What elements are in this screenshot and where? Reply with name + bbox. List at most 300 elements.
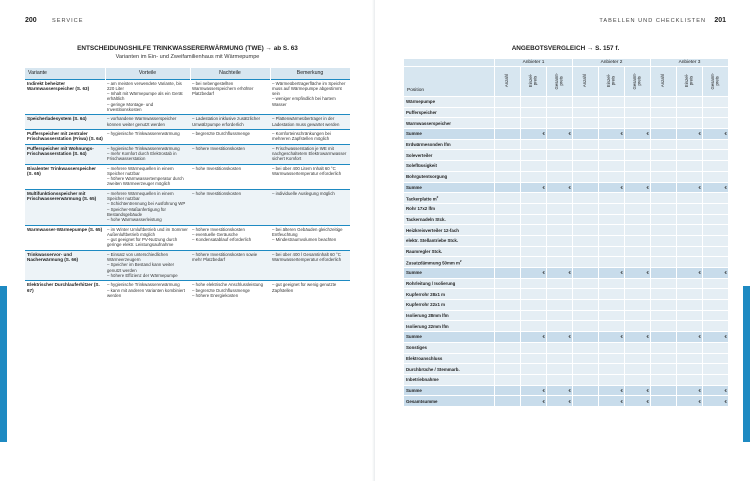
- entry-cell[interactable]: [573, 97, 599, 108]
- entry-cell[interactable]: [677, 118, 703, 129]
- bemerkung-bullet: – individuelle Auslegung möglich: [272, 191, 348, 196]
- entry-cell[interactable]: [651, 364, 677, 375]
- entry-cell[interactable]: [703, 235, 729, 246]
- entry-cell[interactable]: [573, 342, 599, 353]
- entry-cell[interactable]: [599, 193, 625, 204]
- entry-cell[interactable]: [599, 107, 625, 118]
- entry-cell[interactable]: [521, 225, 547, 236]
- entry-cell[interactable]: [495, 129, 521, 140]
- entry-cell[interactable]: [625, 235, 651, 246]
- entry-cell[interactable]: [625, 364, 651, 375]
- entry-cell[interactable]: €: [625, 182, 651, 193]
- vorteile-cell: [105, 281, 190, 300]
- entry-cell[interactable]: [677, 225, 703, 236]
- entry-cell[interactable]: [651, 129, 677, 140]
- entry-cell[interactable]: [677, 374, 703, 385]
- entry-cell[interactable]: €: [703, 129, 729, 140]
- entry-cell[interactable]: [547, 353, 573, 364]
- entry-cell[interactable]: [547, 235, 573, 246]
- entry-cell[interactable]: [495, 161, 521, 172]
- entry-cell[interactable]: [521, 150, 547, 161]
- entry-cell[interactable]: [677, 203, 703, 214]
- bemerkung-cell: [270, 144, 350, 164]
- position-row: [404, 107, 729, 118]
- entry-cell[interactable]: [573, 214, 599, 225]
- entry-cell[interactable]: [703, 161, 729, 172]
- page-number-left: 200: [25, 17, 37, 24]
- entry-cell[interactable]: [703, 118, 729, 129]
- entry-cell[interactable]: [703, 364, 729, 375]
- entry-cell[interactable]: [495, 235, 521, 246]
- entry-cell[interactable]: €: [599, 396, 625, 407]
- entry-cell[interactable]: [521, 97, 547, 108]
- nachteile-cell: [190, 164, 270, 189]
- entry-cell[interactable]: €: [677, 129, 703, 140]
- sub-column-label: Gesamt- preis: [553, 72, 564, 90]
- entry-cell[interactable]: [547, 203, 573, 214]
- entry-cell[interactable]: [651, 257, 677, 268]
- entry-cell[interactable]: €: [677, 385, 703, 396]
- entry-cell[interactable]: [677, 246, 703, 257]
- entry-cell[interactable]: [547, 278, 573, 289]
- entry-cell[interactable]: [521, 342, 547, 353]
- sub-column-label: Anzahl: [582, 74, 588, 88]
- entry-cell[interactable]: €: [599, 385, 625, 396]
- entry-cell[interactable]: €: [599, 268, 625, 279]
- entry-cell[interactable]: [703, 321, 729, 332]
- decision-table-row: [25, 115, 350, 130]
- entry-cell[interactable]: [573, 332, 599, 343]
- entry-cell[interactable]: [495, 171, 521, 182]
- nachteile-bullet: – bei nebengestellten Warmwasserspeichern erhöhter Platzbedarf: [192, 81, 268, 97]
- entry-cell[interactable]: [573, 353, 599, 364]
- position-row: [404, 321, 729, 332]
- entry-cell[interactable]: [651, 332, 677, 343]
- entry-cell[interactable]: [651, 182, 677, 193]
- entry-cell[interactable]: [651, 225, 677, 236]
- entry-cell[interactable]: [495, 310, 521, 321]
- entry-cell[interactable]: [703, 97, 729, 108]
- entry-cell[interactable]: [625, 374, 651, 385]
- entry-cell[interactable]: [677, 300, 703, 311]
- entry-cell[interactable]: €: [703, 182, 729, 193]
- entry-cell[interactable]: [677, 342, 703, 353]
- entry-cell[interactable]: [573, 289, 599, 300]
- entry-cell[interactable]: [495, 214, 521, 225]
- entry-cell[interactable]: [521, 321, 547, 332]
- entry-cell[interactable]: [547, 257, 573, 268]
- entry-cell[interactable]: [703, 107, 729, 118]
- entry-cell[interactable]: €: [521, 396, 547, 407]
- entry-cell[interactable]: [625, 161, 651, 172]
- entry-cell[interactable]: [677, 171, 703, 182]
- entry-cell[interactable]: [521, 310, 547, 321]
- entry-cell[interactable]: €: [521, 268, 547, 279]
- entry-cell[interactable]: [651, 246, 677, 257]
- entry-cell[interactable]: [599, 139, 625, 150]
- entry-cell[interactable]: [521, 374, 547, 385]
- entry-cell[interactable]: [625, 225, 651, 236]
- entry-cell[interactable]: [495, 225, 521, 236]
- entry-cell[interactable]: [495, 342, 521, 353]
- entry-cell[interactable]: [599, 203, 625, 214]
- entry-cell[interactable]: [547, 364, 573, 375]
- entry-cell[interactable]: [703, 150, 729, 161]
- entry-cell[interactable]: [547, 171, 573, 182]
- entry-cell[interactable]: [495, 182, 521, 193]
- entry-cell[interactable]: [573, 193, 599, 204]
- entry-cell[interactable]: [573, 278, 599, 289]
- entry-cell[interactable]: [599, 310, 625, 321]
- entry-cell[interactable]: [651, 396, 677, 407]
- entry-cell[interactable]: [651, 321, 677, 332]
- entry-cell[interactable]: [573, 246, 599, 257]
- entry-cell[interactable]: [599, 321, 625, 332]
- entry-cell[interactable]: [521, 214, 547, 225]
- entry-cell[interactable]: €: [703, 268, 729, 279]
- entry-cell[interactable]: [703, 139, 729, 150]
- entry-cell[interactable]: [625, 97, 651, 108]
- entry-cell[interactable]: [495, 107, 521, 118]
- entry-cell[interactable]: [573, 268, 599, 279]
- entry-cell[interactable]: [703, 342, 729, 353]
- entry-cell[interactable]: [625, 289, 651, 300]
- position-label: Inbetriebnahme: [404, 374, 495, 385]
- entry-cell[interactable]: €: [547, 129, 573, 140]
- entry-cell[interactable]: €: [625, 129, 651, 140]
- sub-column-label: Einzel- preis: [527, 74, 538, 88]
- entry-cell[interactable]: [599, 374, 625, 385]
- entry-cell[interactable]: [573, 374, 599, 385]
- entry-cell[interactable]: [703, 353, 729, 364]
- entry-cell[interactable]: [573, 364, 599, 375]
- entry-cell[interactable]: €: [521, 385, 547, 396]
- entry-cell[interactable]: [547, 97, 573, 108]
- entry-cell[interactable]: [547, 150, 573, 161]
- entry-cell[interactable]: [495, 193, 521, 204]
- entry-cell[interactable]: [521, 353, 547, 364]
- entry-cell[interactable]: [547, 193, 573, 204]
- entry-cell[interactable]: [573, 203, 599, 214]
- position-row: [404, 342, 729, 353]
- entry-cell[interactable]: [495, 396, 521, 407]
- entry-cell[interactable]: €: [677, 182, 703, 193]
- entry-cell[interactable]: [599, 246, 625, 257]
- entry-cell[interactable]: [625, 150, 651, 161]
- entry-cell[interactable]: €: [521, 182, 547, 193]
- entry-cell[interactable]: [521, 193, 547, 204]
- entry-cell[interactable]: [703, 289, 729, 300]
- entry-cell[interactable]: [573, 182, 599, 193]
- entry-cell[interactable]: [495, 321, 521, 332]
- entry-cell[interactable]: [495, 374, 521, 385]
- entry-cell[interactable]: [599, 225, 625, 236]
- nachteile-bullet: – eventuelle Geräusche: [192, 232, 268, 237]
- entry-cell[interactable]: [677, 139, 703, 150]
- entry-cell[interactable]: [625, 139, 651, 150]
- entry-cell[interactable]: [625, 278, 651, 289]
- entry-cell[interactable]: [521, 161, 547, 172]
- entry-cell[interactable]: [651, 278, 677, 289]
- entry-cell[interactable]: [703, 374, 729, 385]
- entry-cell[interactable]: [547, 289, 573, 300]
- entry-cell[interactable]: [703, 225, 729, 236]
- entry-cell[interactable]: [625, 214, 651, 225]
- entry-cell[interactable]: [521, 171, 547, 182]
- entry-cell[interactable]: €: [521, 332, 547, 343]
- entry-cell[interactable]: [599, 161, 625, 172]
- entry-cell[interactable]: [547, 225, 573, 236]
- entry-cell[interactable]: [495, 353, 521, 364]
- entry-cell[interactable]: [573, 310, 599, 321]
- entry-cell[interactable]: €: [677, 332, 703, 343]
- entry-cell[interactable]: [599, 278, 625, 289]
- entry-cell[interactable]: [703, 193, 729, 204]
- entry-cell[interactable]: [677, 353, 703, 364]
- sum-row: [404, 182, 729, 193]
- entry-cell[interactable]: [703, 171, 729, 182]
- entry-cell[interactable]: [573, 235, 599, 246]
- column-header-variante: Variante: [25, 68, 105, 79]
- position-row: [404, 235, 729, 246]
- entry-cell[interactable]: [651, 342, 677, 353]
- entry-cell[interactable]: [521, 278, 547, 289]
- entry-cell[interactable]: [651, 300, 677, 311]
- entry-cell[interactable]: [651, 161, 677, 172]
- position-row: [404, 374, 729, 385]
- nachteile-cell: [190, 115, 270, 130]
- entry-cell[interactable]: [521, 203, 547, 214]
- entry-cell[interactable]: [573, 300, 599, 311]
- entry-cell[interactable]: [599, 150, 625, 161]
- entry-cell[interactable]: [599, 97, 625, 108]
- entry-cell[interactable]: €: [547, 268, 573, 279]
- entry-cell[interactable]: [573, 150, 599, 161]
- position-label: Pufferspeicher: [404, 107, 495, 118]
- entry-cell[interactable]: [703, 257, 729, 268]
- entry-cell[interactable]: [651, 150, 677, 161]
- entry-cell[interactable]: €: [703, 385, 729, 396]
- entry-cell[interactable]: [625, 118, 651, 129]
- position-label: Sonstiges: [404, 342, 495, 353]
- entry-cell[interactable]: €: [599, 129, 625, 140]
- entry-cell[interactable]: [651, 193, 677, 204]
- entry-cell[interactable]: [547, 161, 573, 172]
- entry-cell[interactable]: [599, 300, 625, 311]
- bemerkung-cell: [270, 129, 350, 144]
- entry-cell[interactable]: €: [547, 182, 573, 193]
- entry-cell[interactable]: [625, 257, 651, 268]
- entry-cell[interactable]: [625, 193, 651, 204]
- entry-cell[interactable]: [521, 139, 547, 150]
- bemerkung-bullet: – Frischwasserstation je WE mit nachgeschaltetem Elektrowarmwasser sichert Komfort: [272, 146, 348, 162]
- provider-header-row: [404, 59, 729, 67]
- bemerkung-bullet: – Komforteinschränkungen bei mehreren Zapfstellen möglich: [272, 131, 348, 142]
- entry-cell[interactable]: €: [625, 385, 651, 396]
- entry-cell[interactable]: [677, 321, 703, 332]
- entry-cell[interactable]: €: [625, 268, 651, 279]
- entry-cell[interactable]: [703, 310, 729, 321]
- entry-cell[interactable]: [599, 214, 625, 225]
- entry-cell[interactable]: €: [547, 332, 573, 343]
- entry-cell[interactable]: [495, 332, 521, 343]
- entry-cell[interactable]: [625, 107, 651, 118]
- entry-cell[interactable]: [573, 171, 599, 182]
- entry-cell[interactable]: [677, 257, 703, 268]
- entry-cell[interactable]: €: [625, 396, 651, 407]
- entry-cell[interactable]: [495, 364, 521, 375]
- entry-cell[interactable]: [599, 257, 625, 268]
- entry-cell[interactable]: €: [703, 396, 729, 407]
- entry-cell[interactable]: [651, 385, 677, 396]
- entry-cell[interactable]: [521, 107, 547, 118]
- entry-cell[interactable]: [651, 214, 677, 225]
- entry-cell[interactable]: [573, 107, 599, 118]
- entry-cell[interactable]: €: [599, 182, 625, 193]
- entry-cell[interactable]: [521, 118, 547, 129]
- entry-cell[interactable]: [651, 310, 677, 321]
- entry-cell[interactable]: [677, 235, 703, 246]
- entry-cell[interactable]: €: [703, 332, 729, 343]
- entry-cell[interactable]: [651, 235, 677, 246]
- bemerkung-bullet: – bei über 400 l Gesamtinhalt 60 °C Warmwassertemperatur erforderlich: [272, 252, 348, 263]
- entry-cell[interactable]: [573, 118, 599, 129]
- entry-cell[interactable]: [651, 171, 677, 182]
- entry-cell[interactable]: [547, 118, 573, 129]
- entry-cell[interactable]: [547, 374, 573, 385]
- nachteile-cell: [190, 189, 270, 225]
- entry-cell[interactable]: [677, 97, 703, 108]
- entry-cell[interactable]: [495, 139, 521, 150]
- entry-cell[interactable]: [547, 214, 573, 225]
- entry-cell[interactable]: €: [677, 396, 703, 407]
- position-row: [404, 310, 729, 321]
- entry-cell[interactable]: [677, 289, 703, 300]
- entry-cell[interactable]: [521, 235, 547, 246]
- entry-cell[interactable]: [521, 300, 547, 311]
- entry-cell[interactable]: [599, 171, 625, 182]
- entry-cell[interactable]: [677, 214, 703, 225]
- entry-cell[interactable]: [547, 321, 573, 332]
- entry-cell[interactable]: [651, 203, 677, 214]
- entry-cell[interactable]: [677, 310, 703, 321]
- entry-cell[interactable]: [495, 278, 521, 289]
- position-label: Rohr 17x2 lfm: [404, 203, 495, 214]
- sub-column-header: [599, 67, 625, 97]
- entry-cell[interactable]: [495, 268, 521, 279]
- entry-cell[interactable]: [651, 97, 677, 108]
- entry-cell[interactable]: [651, 268, 677, 279]
- entry-cell[interactable]: [573, 225, 599, 236]
- entry-cell[interactable]: [651, 118, 677, 129]
- entry-cell[interactable]: [547, 342, 573, 353]
- entry-cell[interactable]: [495, 246, 521, 257]
- entry-cell[interactable]: [651, 374, 677, 385]
- sub-column-label: Einzel- preis: [605, 74, 616, 88]
- position-label: Summe: [404, 385, 495, 396]
- entry-cell[interactable]: €: [547, 385, 573, 396]
- entry-cell[interactable]: [547, 300, 573, 311]
- entry-cell[interactable]: [625, 310, 651, 321]
- entry-cell[interactable]: [495, 300, 521, 311]
- entry-cell[interactable]: [495, 257, 521, 268]
- entry-cell[interactable]: [573, 257, 599, 268]
- entry-cell[interactable]: [573, 129, 599, 140]
- entry-cell[interactable]: [495, 97, 521, 108]
- entry-cell[interactable]: [495, 203, 521, 214]
- entry-cell[interactable]: [495, 289, 521, 300]
- entry-cell[interactable]: [703, 246, 729, 257]
- entry-cell[interactable]: [573, 385, 599, 396]
- entry-cell[interactable]: [599, 364, 625, 375]
- entry-cell[interactable]: [625, 342, 651, 353]
- entry-cell[interactable]: [677, 107, 703, 118]
- entry-cell[interactable]: €: [547, 396, 573, 407]
- entry-cell[interactable]: [703, 300, 729, 311]
- entry-cell[interactable]: [547, 246, 573, 257]
- chapter-edge-marker-right: [743, 286, 750, 442]
- entry-cell[interactable]: [573, 321, 599, 332]
- entry-cell[interactable]: [625, 321, 651, 332]
- entry-cell[interactable]: €: [521, 129, 547, 140]
- entry-cell[interactable]: [547, 139, 573, 150]
- entry-cell[interactable]: [599, 342, 625, 353]
- entry-cell[interactable]: [599, 289, 625, 300]
- entry-cell[interactable]: [625, 353, 651, 364]
- entry-cell[interactable]: [651, 139, 677, 150]
- entry-cell[interactable]: [625, 246, 651, 257]
- variant-name: Trinkwasservor- und Nacherwärmung (S. 66): [25, 250, 105, 280]
- running-head-left: SERVICE: [52, 18, 84, 24]
- entry-cell[interactable]: [625, 203, 651, 214]
- entry-cell[interactable]: [677, 364, 703, 375]
- entry-cell[interactable]: [625, 300, 651, 311]
- position-row: [404, 278, 729, 289]
- position-label: Kupferrohr 28x1 m: [404, 289, 495, 300]
- entry-cell[interactable]: [599, 118, 625, 129]
- entry-cell[interactable]: €: [625, 332, 651, 343]
- entry-cell[interactable]: [573, 396, 599, 407]
- entry-cell[interactable]: [547, 310, 573, 321]
- entry-cell[interactable]: [599, 353, 625, 364]
- entry-cell[interactable]: [599, 235, 625, 246]
- entry-cell[interactable]: [703, 278, 729, 289]
- entry-cell[interactable]: [521, 246, 547, 257]
- entry-cell[interactable]: [547, 107, 573, 118]
- entry-cell[interactable]: [573, 139, 599, 150]
- entry-cell[interactable]: [677, 161, 703, 172]
- entry-cell[interactable]: [521, 289, 547, 300]
- entry-cell[interactable]: [651, 107, 677, 118]
- entry-cell[interactable]: [495, 118, 521, 129]
- entry-cell[interactable]: [573, 161, 599, 172]
- entry-cell[interactable]: €: [677, 268, 703, 279]
- entry-cell[interactable]: [625, 171, 651, 182]
- entry-cell[interactable]: [521, 257, 547, 268]
- entry-cell[interactable]: [495, 385, 521, 396]
- entry-cell[interactable]: [703, 214, 729, 225]
- entry-cell[interactable]: [521, 364, 547, 375]
- entry-cell[interactable]: [495, 150, 521, 161]
- entry-cell[interactable]: [651, 353, 677, 364]
- entry-cell[interactable]: [703, 203, 729, 214]
- entry-cell[interactable]: [677, 193, 703, 204]
- entry-cell[interactable]: [651, 289, 677, 300]
- entry-cell[interactable]: [677, 150, 703, 161]
- entry-cell[interactable]: €: [599, 332, 625, 343]
- nachteile-cell: [190, 250, 270, 280]
- entry-cell[interactable]: [677, 278, 703, 289]
